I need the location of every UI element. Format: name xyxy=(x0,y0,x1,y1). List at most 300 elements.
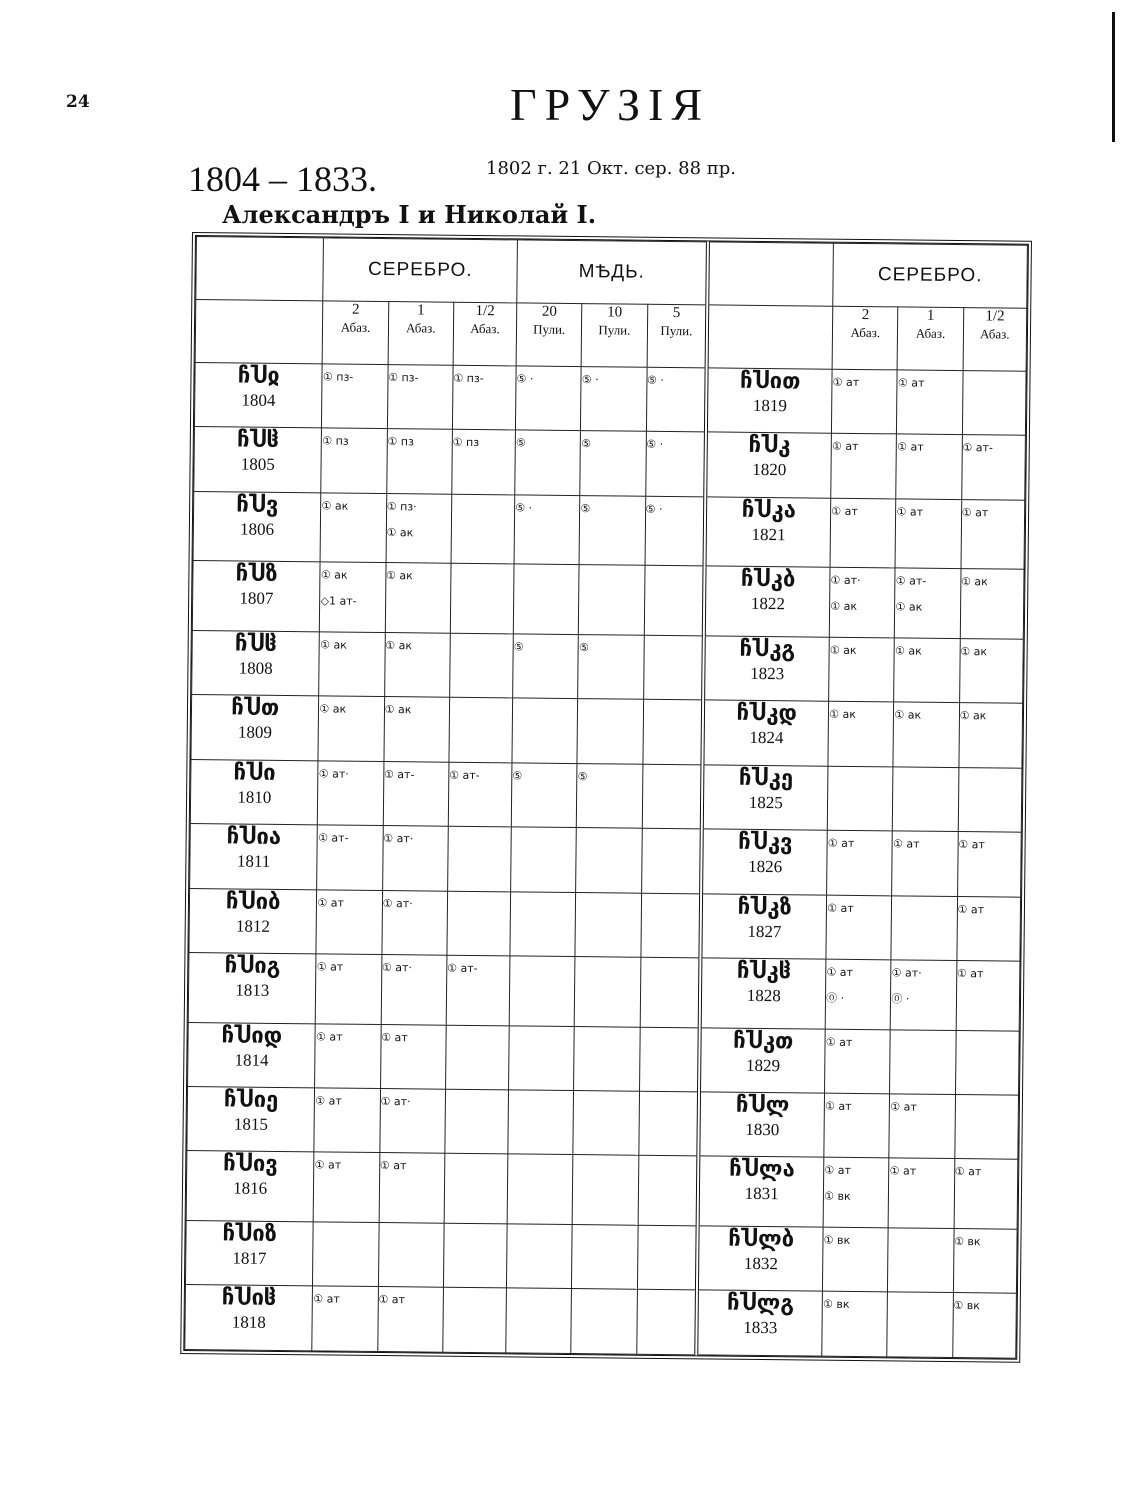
silver-header: СЕРЕБРО. xyxy=(323,238,517,303)
year-cell xyxy=(194,363,322,429)
mintmark-cell xyxy=(642,700,703,765)
mintmark: ① вк xyxy=(954,1235,981,1249)
mintmark-cell xyxy=(646,367,707,432)
mintmark: ① ак xyxy=(959,709,987,723)
mintmark-cell xyxy=(314,1088,380,1153)
georgian-year: ჩႮიგ xyxy=(224,953,281,979)
mintmark-cell xyxy=(645,496,706,566)
mintmark: ① ат xyxy=(954,1165,982,1179)
georgian-year: ჩႮკჱ xyxy=(736,958,792,985)
year-cell xyxy=(704,566,830,637)
georgian-year: ჩႮჱ xyxy=(234,631,278,657)
col-10-puli: 10 Пули. xyxy=(581,304,647,368)
georgian-year: ჩႮკზ xyxy=(737,894,792,920)
georgian-year: ჩႮჲ xyxy=(237,363,280,389)
mintmark-cell xyxy=(572,1155,638,1225)
mintmark: ⑤ · xyxy=(645,502,663,516)
georgian-year: ჩႮკვ xyxy=(738,829,793,856)
mintmark-cell xyxy=(828,702,894,767)
mintmark-cell xyxy=(889,1094,955,1159)
mintmark-cell xyxy=(823,1227,889,1292)
georgian-year: ჩႮიჱ xyxy=(221,1285,277,1312)
mintmark-cell xyxy=(452,430,516,495)
mintmark-cell xyxy=(450,633,514,698)
header-group-row xyxy=(196,237,1028,309)
year-cell xyxy=(705,497,831,568)
mintmark-cell xyxy=(381,955,447,1025)
mintmark-cell xyxy=(892,831,958,896)
georgian-year: ჩႮიზ xyxy=(222,1221,277,1248)
table-row xyxy=(194,363,1026,436)
mintmark-cell xyxy=(509,956,575,1026)
mintmark: ① ат- xyxy=(962,441,993,455)
mintmark-cell xyxy=(507,1154,573,1224)
mintmark-cell xyxy=(316,889,382,954)
georgian-year: ჩႮი xyxy=(233,760,276,786)
mintmark-cell xyxy=(577,763,643,828)
mintmark-cell xyxy=(386,493,452,563)
mintmark: ① пз xyxy=(452,436,480,450)
georgian-year: ჩႮლგ xyxy=(726,1291,795,1317)
mintmark: ① ат xyxy=(892,837,920,851)
col-1-abaz: 1 Абаз. xyxy=(388,302,454,366)
mintmark-cell xyxy=(509,1026,575,1091)
mintmark-cell xyxy=(506,1288,572,1353)
mintmark-cell xyxy=(954,1095,1018,1160)
mintmark-cell xyxy=(957,896,1021,961)
mintmark: ① ат xyxy=(315,1029,343,1044)
mintmark: ① вк xyxy=(822,1298,850,1312)
mintmark-cell xyxy=(320,562,386,632)
year-cell xyxy=(706,368,832,434)
georgian-year: ჩႮივ xyxy=(223,1151,278,1178)
mintmark-cell xyxy=(513,634,579,699)
mintmark: ⓪ · xyxy=(891,992,910,1006)
mintmark-cell xyxy=(516,366,582,431)
margin-rule xyxy=(1112,12,1115,142)
table-body xyxy=(185,363,1026,1359)
mintmark-cell xyxy=(961,435,1025,500)
mintmark: ⑤ · xyxy=(646,438,664,452)
mintmark-cell xyxy=(825,1029,891,1094)
mintmark-cell xyxy=(641,828,702,893)
mintmark-cell xyxy=(314,1152,380,1222)
mintmark-cell xyxy=(637,1225,698,1290)
mintmark-cell xyxy=(639,1027,700,1092)
mintmark: ① ат- xyxy=(318,831,349,845)
header-denomination-row xyxy=(195,300,1027,372)
mintmark: ① ат xyxy=(831,440,859,454)
mintmark-cell xyxy=(382,890,448,955)
mintmark-cell xyxy=(448,762,512,827)
year-number: 1811 xyxy=(236,851,271,872)
mintmark: ① ат xyxy=(379,1159,407,1173)
table-row xyxy=(190,759,1022,832)
mintmark-cell xyxy=(953,1229,1017,1294)
mintmark-cell xyxy=(514,495,580,565)
mintmark-cell xyxy=(380,1024,446,1089)
mintmark-cell xyxy=(893,702,959,767)
mintmark-cell xyxy=(572,1225,638,1290)
mintmark-cell xyxy=(959,639,1023,704)
mintmark-cell xyxy=(576,828,642,893)
table-row xyxy=(190,824,1022,897)
mintmark: ① ат xyxy=(317,895,345,910)
mintmark-cell xyxy=(577,699,643,764)
mintmark: ① ат xyxy=(315,1094,342,1108)
year-number: 1820 xyxy=(752,460,787,480)
mintmark-cell xyxy=(452,365,516,430)
year-number: 1822 xyxy=(750,594,785,614)
mintmark-cell xyxy=(451,494,515,564)
year-number: 1809 xyxy=(237,722,273,743)
mintmark: ⑤ xyxy=(515,436,526,450)
mintmark-cell xyxy=(642,764,703,829)
mintmark-cell xyxy=(579,495,645,565)
year-number: 1830 xyxy=(745,1119,780,1140)
mintmark-cell xyxy=(888,1228,954,1293)
mintmark-cell xyxy=(893,767,959,832)
coin-table xyxy=(184,236,1028,1359)
mintmark: ⑤ xyxy=(581,437,592,451)
year-number: 1826 xyxy=(748,857,783,877)
year-cell xyxy=(187,1087,315,1153)
mintmark: ⑤ xyxy=(578,641,589,655)
mintmark-cell xyxy=(578,635,644,700)
georgian-year: ჩႮით xyxy=(739,368,801,395)
mintmark: ① ак xyxy=(895,644,922,658)
mintmark-cell xyxy=(511,763,577,828)
mintmark: ① ат· xyxy=(381,961,413,975)
year-cell xyxy=(193,491,321,562)
georgian-year: ჩႮკ xyxy=(748,433,791,459)
mintmark: ① ат- xyxy=(383,767,415,782)
mintmark: ① ат· xyxy=(830,574,861,588)
year-number: 1806 xyxy=(240,519,275,539)
year-cell xyxy=(188,1022,316,1088)
georgian-year: ჩႮიდ xyxy=(221,1023,283,1049)
table-row xyxy=(186,1151,1018,1229)
mintmark-cell xyxy=(574,1026,640,1091)
mintmark-cell xyxy=(377,1287,443,1352)
mintmark-cell xyxy=(387,365,453,430)
mintmark-cell xyxy=(443,1288,507,1353)
mintmark: ① пз- xyxy=(322,370,354,384)
mintmark-cell xyxy=(447,891,511,956)
mintmark: ① ак xyxy=(384,703,412,717)
year-cell xyxy=(697,1226,823,1292)
mintmark-cell xyxy=(638,1156,699,1226)
mintmark-cell xyxy=(515,430,581,495)
mintmark-cell xyxy=(443,1223,507,1288)
year-cell xyxy=(697,1290,823,1356)
year-cell xyxy=(185,1285,313,1351)
year-number: 1812 xyxy=(235,916,271,936)
mintmark: ① ат xyxy=(824,1164,851,1178)
mintmark: ① ат xyxy=(956,967,984,981)
mintmark: ① ат xyxy=(957,902,985,916)
year-number: 1828 xyxy=(746,985,781,1006)
mintmark: ① пз- xyxy=(453,371,484,386)
mintmark-cell xyxy=(386,429,452,494)
table-row xyxy=(188,953,1020,1031)
mintmark: ⑤ · xyxy=(646,373,664,387)
mintmark: ① ат· xyxy=(382,896,413,910)
mintmark-cell xyxy=(960,569,1024,639)
year-number: 1804 xyxy=(241,390,276,410)
table-row xyxy=(185,1221,1017,1294)
mintmark-cell xyxy=(579,565,645,635)
mintmark: ① ат xyxy=(825,1099,852,1114)
mintmark: ① ак xyxy=(960,645,988,659)
table-row xyxy=(185,1285,1017,1358)
mintmark: ① ак xyxy=(320,568,348,583)
mintmark-cell xyxy=(958,767,1022,832)
table-row xyxy=(188,1022,1020,1095)
mintmark-cell xyxy=(894,638,960,703)
georgian-year: ჩႮიე xyxy=(223,1087,279,1113)
mintmark-cell xyxy=(822,1292,888,1357)
year-number: 1805 xyxy=(240,454,275,475)
year-number: 1810 xyxy=(237,787,272,807)
year-cell xyxy=(703,636,829,702)
mintmark-cell xyxy=(320,493,386,563)
mintmark-cell xyxy=(636,1290,697,1355)
year-number: 1825 xyxy=(748,792,783,813)
mintmark-cell xyxy=(316,954,382,1024)
mintmark-cell xyxy=(385,563,451,633)
mintmark: ① ак xyxy=(894,708,922,723)
mintmark-cell xyxy=(383,761,449,826)
year-cell xyxy=(699,1028,825,1094)
mintmark-cell xyxy=(957,832,1021,897)
rulers-heading: Александръ I и Николай I. xyxy=(222,200,597,229)
mintmark: ① ат xyxy=(381,1030,408,1044)
mintmark: ① ат xyxy=(889,1164,917,1179)
mintmark: ① ат- xyxy=(447,961,478,976)
mintmark-cell xyxy=(824,1093,890,1158)
mintmark: ⑤ · xyxy=(516,372,534,386)
mintmark: ◇1 ат- xyxy=(320,594,357,609)
mintmark: ① ак xyxy=(830,600,858,614)
blank-header-right xyxy=(707,305,833,369)
year-cell xyxy=(190,759,318,825)
mintmark-cell xyxy=(829,568,895,638)
mintmark-cell xyxy=(830,498,896,568)
mintmark-cell xyxy=(378,1223,444,1288)
mintmark-cell xyxy=(962,371,1026,436)
col-2-abaz: 2 Абаз. xyxy=(323,301,389,365)
mintmark: ① ат xyxy=(826,965,854,979)
mintmark-cell xyxy=(895,568,961,638)
mintmark-cell xyxy=(956,961,1020,1031)
mintmark-cell xyxy=(380,1089,446,1154)
year-number: 1814 xyxy=(234,1050,269,1070)
mintmark-cell xyxy=(829,637,895,702)
year-number: 1821 xyxy=(751,524,786,545)
mintmark: ⑤ · xyxy=(581,373,599,387)
mintmark-cell xyxy=(823,1158,889,1228)
mintmark-cell xyxy=(445,1025,509,1090)
georgian-year: ჩႮზ xyxy=(235,561,278,588)
mintmark-cell xyxy=(510,891,576,956)
mintmark: ① ак xyxy=(960,575,988,589)
year-number: 1819 xyxy=(752,395,788,416)
year-number: 1807 xyxy=(239,588,274,609)
mintmark-cell xyxy=(831,434,897,499)
mintmark-cell xyxy=(512,698,578,763)
mintmark: ⑤ xyxy=(580,501,591,515)
col-half-abaz: 1/2 Абаз. xyxy=(453,302,517,366)
mintmark-cell xyxy=(897,370,963,435)
blank-header xyxy=(195,300,323,364)
year-number: 1816 xyxy=(233,1178,268,1199)
mintmark: ① вк xyxy=(824,1190,851,1204)
year-number: 1815 xyxy=(233,1114,268,1134)
georgian-year: ჩႮლ xyxy=(735,1092,790,1119)
table-row xyxy=(191,695,1023,768)
table-row xyxy=(189,888,1021,961)
mintmark-cell xyxy=(581,367,647,432)
mintmark: ① ат xyxy=(958,838,985,852)
year-cell xyxy=(188,953,316,1024)
table-row xyxy=(192,631,1024,704)
mintmark-cell xyxy=(640,957,701,1027)
mintmark: ① пз- xyxy=(388,371,419,385)
mintmark: ① ат xyxy=(831,504,858,518)
georgian-year: ჩႮჱ xyxy=(236,427,280,454)
mintmark: ① ат xyxy=(897,376,925,390)
year-cell xyxy=(192,631,320,697)
mintmark: ① вк xyxy=(953,1299,981,1313)
mintmark-cell xyxy=(511,827,577,892)
year-cell xyxy=(185,1221,313,1287)
mintmark-cell xyxy=(832,369,898,434)
mintmark-cell xyxy=(513,564,579,634)
georgian-year: ჩႮვ xyxy=(236,492,279,518)
mintmark: ① ак xyxy=(386,525,414,540)
year-number: 1829 xyxy=(745,1055,781,1075)
mintmark-cell xyxy=(446,955,510,1025)
year-number: 1824 xyxy=(749,728,784,748)
table-row xyxy=(193,491,1025,569)
mintmark-cell xyxy=(318,761,384,826)
mintmark-cell xyxy=(575,957,641,1027)
table-row xyxy=(194,427,1026,500)
mintmark-cell xyxy=(891,960,957,1030)
mintmark: ⑤ · xyxy=(515,501,533,515)
mintmark-cell xyxy=(638,1091,699,1156)
mintmark: ① ак xyxy=(319,702,347,717)
year-cell xyxy=(706,432,832,498)
mintmark-cell xyxy=(317,825,383,890)
georgian-year: ჩႮკა xyxy=(741,497,797,524)
year-cell xyxy=(701,893,827,959)
mintmark: ① пз xyxy=(322,434,349,449)
year-cell xyxy=(699,1092,825,1158)
year-range: 1804 – 1833. xyxy=(188,159,377,199)
georgian-year: ჩႮკგ xyxy=(739,636,796,663)
col-20-puli: 20 Пули. xyxy=(516,303,582,367)
mintmark: ① ат xyxy=(897,440,924,455)
silver-header-right: СЕРЕБРО. xyxy=(833,243,1027,308)
mintmark: ① ат xyxy=(378,1293,406,1307)
georgian-year: ჩႮკე xyxy=(738,765,794,792)
year-header-left xyxy=(196,237,324,301)
year-number: 1832 xyxy=(743,1253,779,1274)
mintmark: ⓪ · xyxy=(826,991,845,1005)
mintmark-cell xyxy=(575,892,641,957)
mintmark-cell xyxy=(896,434,962,499)
mintmark-cell xyxy=(444,1154,508,1224)
mintmark: ① ат xyxy=(313,1292,340,1307)
mintmark: ① ак xyxy=(320,638,347,652)
mintmark-cell xyxy=(959,703,1023,768)
col-half-abaz-right: 1/2 Абаз. xyxy=(963,308,1027,372)
mintmark: ① ак xyxy=(321,499,349,513)
mintmark-cell xyxy=(321,428,387,493)
mintmark-cell xyxy=(889,1158,955,1228)
mintmark-cell xyxy=(887,1292,953,1357)
georgian-year: ჩႮლბ xyxy=(728,1226,795,1253)
georgian-year: ჩႮკბ xyxy=(740,567,796,593)
mintmark-cell xyxy=(445,1089,509,1154)
mintmark-cell xyxy=(319,632,385,697)
year-cell xyxy=(189,888,317,954)
mintmark: ① пз· xyxy=(386,499,417,514)
mintmark-cell xyxy=(507,1224,573,1289)
mintmark-cell xyxy=(895,499,961,569)
mintmark-cell xyxy=(825,959,891,1029)
mintmark: ① ат· xyxy=(318,767,349,781)
mintmark: ① ак xyxy=(385,569,413,583)
mintmark: ① ат xyxy=(896,505,924,519)
mintmark: ① пз xyxy=(387,435,414,449)
mintmark-cell xyxy=(890,1030,956,1095)
mintmark-cell xyxy=(580,431,646,496)
mintmark: ① ак xyxy=(895,600,923,615)
mintmark-cell xyxy=(379,1153,445,1223)
coin-table-frame xyxy=(180,232,1032,1363)
mintmark-cell xyxy=(952,1293,1016,1358)
mintmark-cell xyxy=(571,1289,637,1354)
mintmark: ① ат xyxy=(832,375,860,389)
year-number: 1831 xyxy=(744,1184,779,1204)
mintmark: ① ат- xyxy=(895,574,927,589)
year-cell xyxy=(191,695,319,761)
mintmark: ① ак xyxy=(829,643,857,658)
mintmark-cell xyxy=(827,766,893,831)
mintmark-cell xyxy=(640,893,701,958)
year-cell xyxy=(701,829,827,895)
page-title: ГРУЗІЯ xyxy=(509,79,711,130)
mintmark: ① ат xyxy=(890,1100,917,1114)
georgian-year: ჩႮია xyxy=(226,824,282,851)
year-number: 1817 xyxy=(232,1248,267,1268)
mintmark-cell xyxy=(322,364,388,429)
mintmark-cell xyxy=(955,1030,1019,1095)
mintmark-cell xyxy=(645,432,706,497)
mintmark-cell xyxy=(384,697,450,762)
year-cell xyxy=(186,1151,314,1222)
mintmark: ① ат· xyxy=(380,1095,411,1109)
col-5-puli: 5 Пули. xyxy=(647,304,708,368)
mintmark: ① ат· xyxy=(891,966,922,980)
mintmark: ⑤ xyxy=(512,769,523,783)
mintmark: ① ат xyxy=(316,960,344,974)
year-number: 1813 xyxy=(235,980,270,1000)
georgian-year: ჩႮთ xyxy=(231,695,280,722)
